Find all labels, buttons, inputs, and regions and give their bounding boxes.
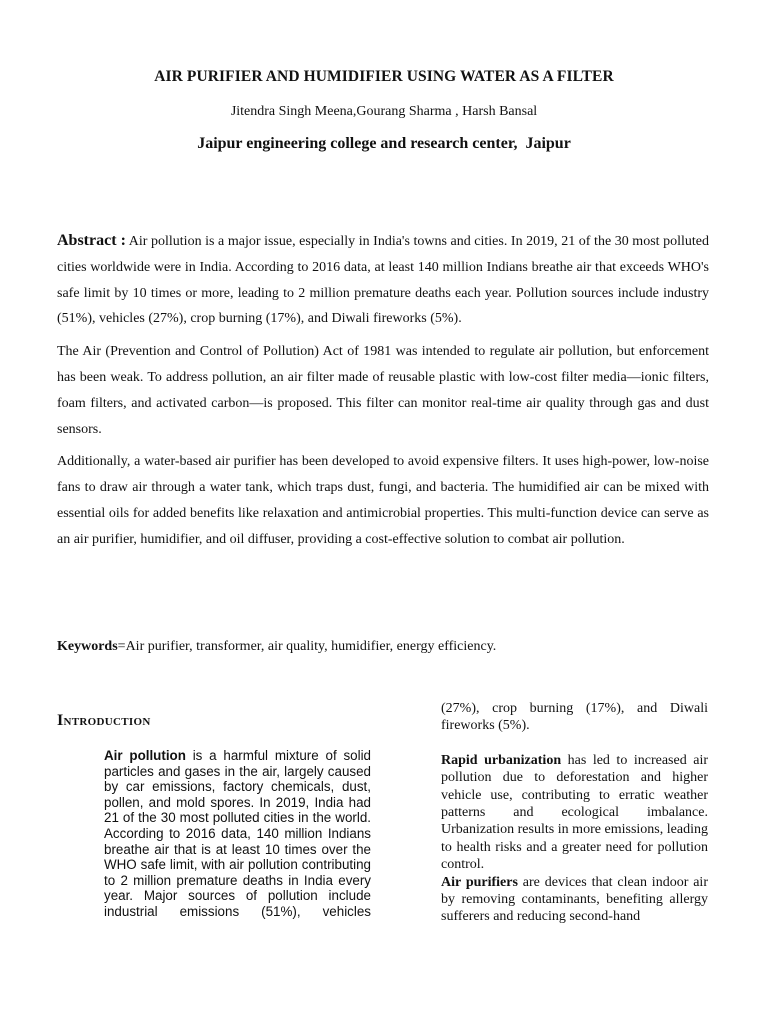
introduction-right-column	[441, 700, 708, 926]
author-list: Jitendra Singh Meena,Gourang Sharma , Harsh Bansal	[230, 104, 538, 119]
introduction-left-text: is a harmful mixture of solid particles and gases in the air, largely caused by car emissions, factory chemicals, dust, pollen, and mold spores. In 2019, India had 21 of the 30 most polluted cities in the world. According to 2016 data, 140 million Indians breathe air that is at least 10 times over the WHO safe limit, with air pollution contributing to 2 million premature deaths in India every year. Major sources of pollution include industrial emissions (51%), vehicles	[104, 748, 371, 919]
paragraph-gap	[441, 735, 708, 752]
paragraph-urbanization	[441, 752, 708, 874]
paragraph-air-purifiers	[441, 874, 708, 926]
affiliation: Jaipur engineering college and research center, Jaipur	[197, 135, 571, 152]
keywords-text: =Air purifier, transformer, air quality, humidifier, energy efficiency.	[117, 639, 497, 654]
term-rapid-urbanization: Rapid urbanization	[441, 752, 562, 768]
air-purifiers-text: are devices that clean indoor air by removing contaminants, benefiting allergy sufferers and reducing second-hand	[441, 874, 708, 925]
term-air-purifiers: Air purifiers	[441, 874, 518, 890]
keywords-line	[57, 639, 709, 655]
abstract-paragraph-1	[57, 228, 709, 332]
paper-title: AIR PURIFIER AND HUMIDIFIER USING WATER AS A FILTER	[154, 68, 614, 85]
term-air-pollution: Air pollution	[104, 748, 186, 763]
abstract-label: Abstract :	[57, 232, 126, 249]
keywords-label: Keywords	[57, 639, 118, 654]
abstract-paragraph-3: Additionally, a water-based air purifier has been developed to avoid expensive filters. It uses high-power, low-noise fans to draw air through a water tank, which traps dust, fungi, and bacteria. The humidified air can be mixed with essential oils for added benefits like relaxation and antimicrobial properties. This multi-function device can serve as an air purifier, humidifier, and oil diffuser, providing a cost-effective solution to combat air pollution.	[57, 454, 709, 547]
abstract-text-1: Air pollution is a major issue, especially in India's towns and cities. In 2019, 21 of the 30 most polluted cities worldwide were in India. According to 2016 data, at least 140 million Indians breathe air that exceeds WHO's safe limit by 10 times or more, leading to 2 million premature deaths each year. Pollution sources include industry (51%), vehicles (27%), crop burning (17%), and Diwali fireworks (5%).	[57, 234, 709, 327]
continued-text: (27%), crop burning (17%), and Diwali fireworks (5%).	[441, 701, 708, 734]
introduction-left-column	[104, 748, 371, 920]
section-heading-introduction: Introduction	[57, 712, 151, 729]
abstract-paragraph-2: The Air (Prevention and Control of Pollution) Act of 1981 was intended to regulate air pollution, but enforcement has been weak. To address pollution, an air filter made of reusable plastic with low-cost filter media—ionic filters, foam filters, and activated carbon—is proposed. This filter can monitor real-time air quality through gas and dust sensors.	[57, 344, 709, 437]
urbanization-text: has led to increased air pollution due to deforestation and higher vehicle use, contributing to erratic weather patterns and ecological imbalance. Urbanization results in more emissions, leading to health risks and a greater need for pollution control.	[441, 752, 708, 873]
abstract-section	[57, 228, 709, 560]
